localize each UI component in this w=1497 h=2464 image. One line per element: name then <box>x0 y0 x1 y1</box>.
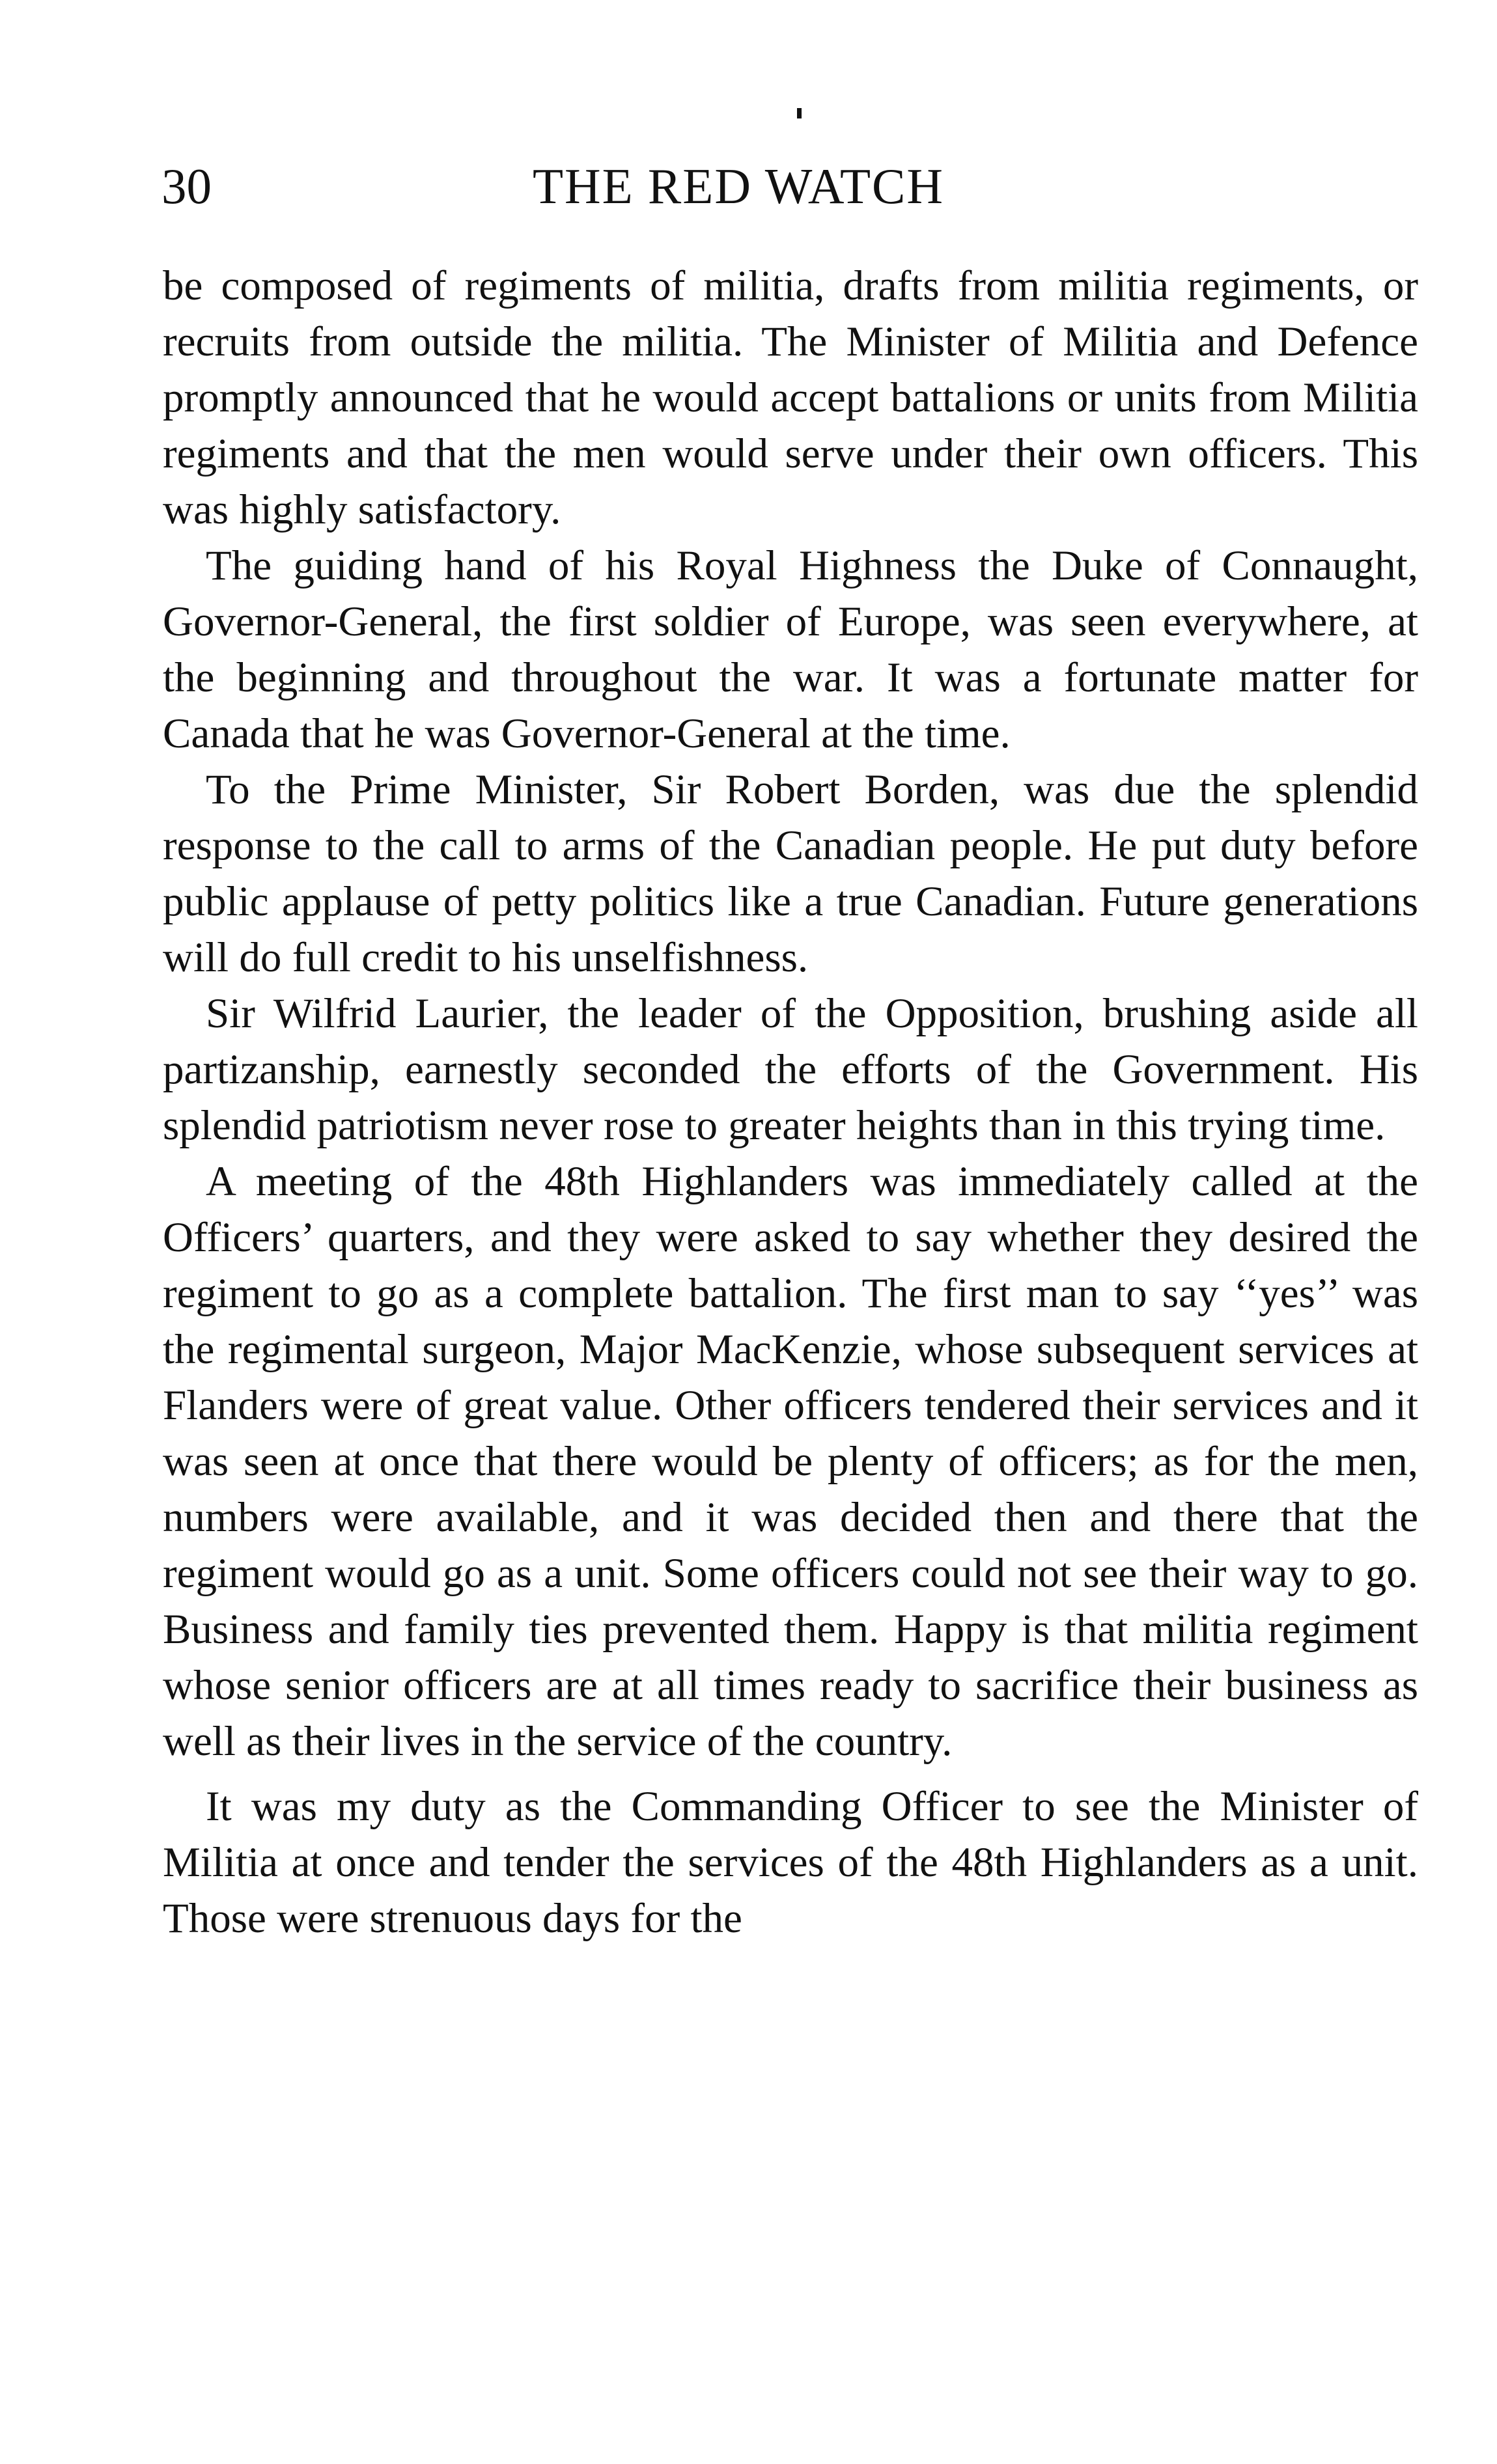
paragraph-commanding-officer: It was my duty as the Commanding Officer to see the Minister of Militia at once and tender the services of the 48th Highlanders as a unit. Those were strenuous days for the <box>163 1783 1418 1942</box>
paragraph-wilfrid-laurier: Sir Wilfrid Laurier, the leader of the Opposition, brushing aside all partizanship, earnestly seconded the efforts of the Government. His splendid patriotism never rose to greater heights than in this trying time. <box>163 990 1418 1149</box>
paragraph-robert-borden: To the Prime Minister, Sir Robert Borden, was due the splendid response to the call to arms of the Canadian people. He put duty before public applause of petty politics like a true Canadian. Future generations will do full credit to his unselfishness. <box>163 766 1418 981</box>
page-number: 30 <box>161 158 212 214</box>
paragraph-continuation: be composed of regiments of militia, drafts from militia regiments, or recruits from outside the militia. The Minister of Militia and Defence promptly announced that he would accept battalions or units from Militia regiments and that the men would serve under their own officers. This was highly satisfactory. <box>163 262 1418 533</box>
body-text <box>163 258 1418 1946</box>
printer-mark <box>797 108 802 118</box>
paragraph-duke-of-connaught: The guiding hand of his Royal Highness the Duke of Connaught, Governor-General, the first soldier of Europe, was seen everywhere, at the beginning and throughout the war. It was a fortunate matter for Canada that he was Governor-General at the time. <box>163 542 1418 757</box>
paragraph-48th-highlanders-meeting: A meeting of the 48th Highlanders was immediately called at the Officers’ quarters, and they were asked to say whether they desired the regiment to go as a complete battalion. The first man to say ‘‘yes’’ was the regimental surgeon, Major MacKenzie, whose subsequent services at Flanders were of great value. Other officers tendered their services and it was seen at once that there would be plenty of officers; as for the men, numbers were available, and it was decided then and there that the regiment would go as a unit. Some officers could not see their way to go. Business and family ties prevented them. Happy is that militia regiment whose senior officers are at all times ready to sacrifice their business as well as their lives in the service of the country. <box>163 1158 1418 1765</box>
running-title: THE RED WATCH <box>533 158 944 214</box>
page-header <box>161 154 1418 219</box>
